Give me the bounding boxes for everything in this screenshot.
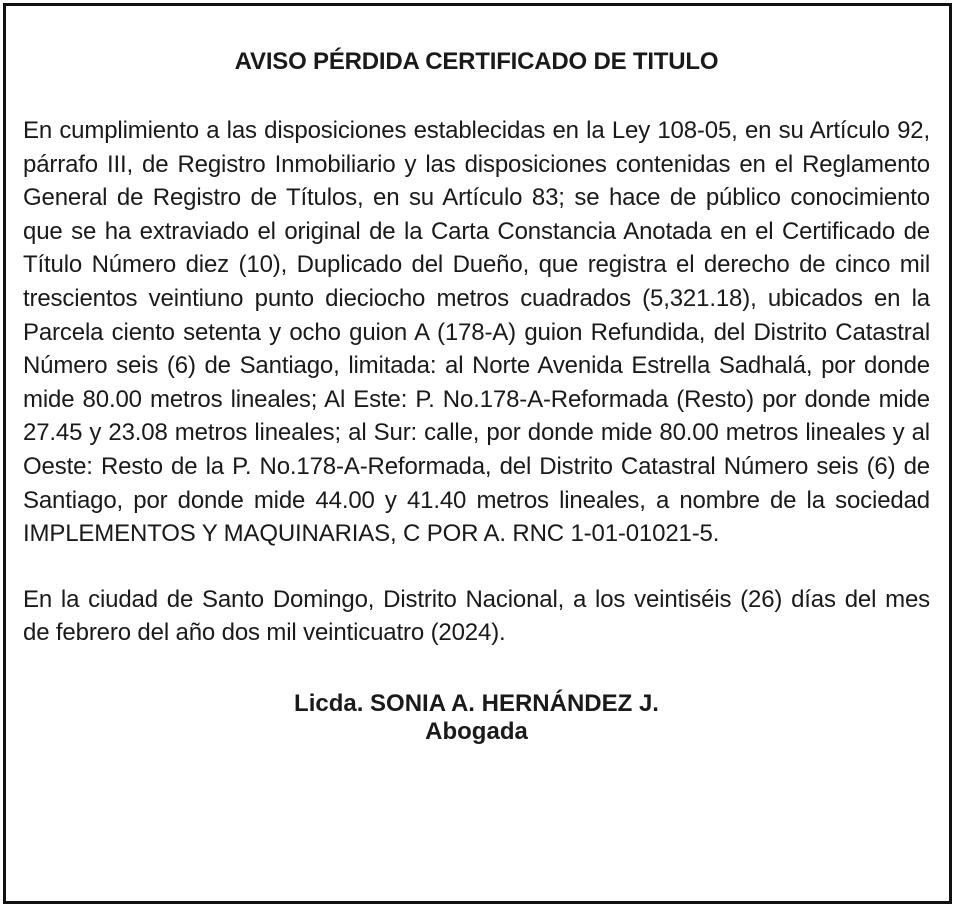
signer-title: Abogada <box>425 717 528 745</box>
signer-name: Licda. SONIA A. HERNÁNDEZ J. <box>294 689 659 717</box>
signature-block <box>23 690 930 746</box>
notice-date-paragraph: En la ciudad de Santo Domingo, Distrito Nacional, a los veintiséis (26) días del mes de febrero del año dos mil veinticuatro (2024). <box>23 585 930 647</box>
notice-content <box>23 46 930 746</box>
notice-body-paragraph: En cumplimiento a las disposiciones establecidas en la Ley 108-05, en su Artículo 92, párrafo III, de Registro Inmobiliario y las disposiciones contenidas en el Reglamento General de Registro de Títulos, en su Artículo 83; se hace de público conocimiento que se ha extraviado el original de la Carta Constancia Anotada en el Certificado de Título Número diez (10), Duplicado del Dueño, que registra el derecho de cinco mil trescientos veintiuno punto dieciocho metros cuadrados (5,321.18), ubicados en la Parcela ciento setenta y ocho guion A (178-A) guion Refundida, del Distrito Catastral Número seis (6) de Santiago, limitada: al Norte Avenida Estrella Sadhalá, por donde mide 80.00 metros lineales; Al Este: P. No.178-A-Reformada (Resto) por donde mide 27.45 y 23.08 metros lineales; al Sur: calle, por donde mide 80.00 metros lineales y al Oeste: Resto de la P. No.178-A-Reformada, del Distrito Catastral Número seis (6) de Santiago, por donde mide 44.00 y 41.40 metros lineales, a nombre de la sociedad IMPLEMENTOS Y MAQUINARIAS, C POR A. RNC 1-01-01021-5. <box>23 117 930 548</box>
notice-title: AVISO PÉRDIDA CERTIFICADO DE TITULO <box>234 48 719 75</box>
notice-border <box>3 3 952 904</box>
